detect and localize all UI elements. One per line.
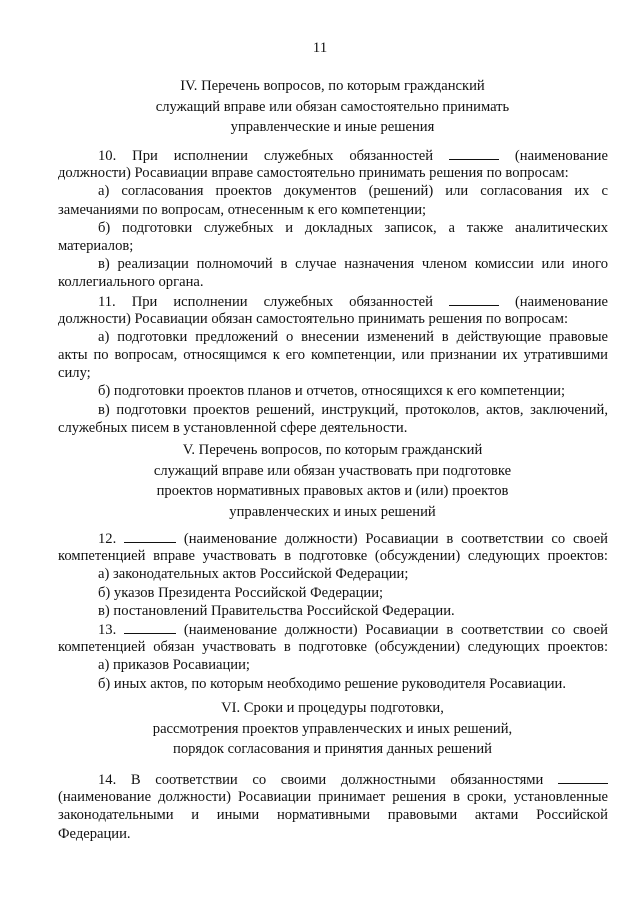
p11-position-label: (наименование xyxy=(514,293,608,310)
section-5-title-line-1: V. Перечень вопросов, по которым гражданский xyxy=(182,442,483,458)
section-6-title-line-2: рассмотрения проектов управленческих и иных решений, xyxy=(152,720,513,737)
p13-blank xyxy=(124,620,176,634)
section-6-title-line-1: VI. Сроки и процедуры подготовки, xyxy=(221,700,444,716)
section-4-title-line-1: IV. Перечень вопросов, по которым гражданский xyxy=(180,78,485,94)
p10-blank xyxy=(449,146,499,160)
section-4-title-line-3: управленческие и иные решения xyxy=(230,119,435,135)
p14-line-1 xyxy=(58,770,608,788)
p11-line-2: должности) Росавиации обязан самостоятельно принимать решения по вопросам: xyxy=(58,310,569,327)
p12-intro: 12. xyxy=(98,531,117,547)
p12-blank xyxy=(124,529,176,543)
p12-line-2: компетенцией вправе участвовать в подготовке (обсуждении) следующих проектов: xyxy=(58,548,608,565)
p11-item-a-line-1: а) подготовки предложений о внесении изменений в действующие правовые xyxy=(98,328,608,345)
page-number: 11 xyxy=(312,40,328,56)
p10-item-a-line-2: замечаниями по вопросам, отнесенным к его компетенции; xyxy=(58,201,427,218)
p10-item-c-line-1: в) реализации полномочий в случае назначения членом комиссии или иного xyxy=(98,256,608,273)
p11-blank xyxy=(449,292,499,306)
p12-position-label: (наименование должности) Росавиации в соответствии со своей xyxy=(183,531,608,547)
p11-intro: 11. При исполнении служебных обязанностей xyxy=(98,293,433,310)
p13-item-b: б) иных актов, по которым необходимо решение руководителя Росавиации. xyxy=(98,675,566,692)
p12-item-a: а) законодательных актов Российской Федерации; xyxy=(98,566,409,583)
p10-line-1 xyxy=(58,146,608,164)
paragraph-14 xyxy=(58,770,608,843)
p11-item-c-line-2: служебных писем в установленной сфере деятельности. xyxy=(58,419,408,436)
p10-item-b-line-2: материалов; xyxy=(58,237,134,254)
section-6-title-line-3: порядок согласования и принятия данных решений xyxy=(173,741,492,757)
section-4-title-line-2: служащий вправе или обязан самостоятельно принимать xyxy=(155,98,510,115)
p14-intro: 14. В соответствии со своими должностными обязанностями xyxy=(98,772,544,788)
p11-line-1 xyxy=(58,292,608,310)
p10-item-a-line-1: а) согласования проектов документов (решений) или согласования их с xyxy=(98,183,608,200)
p10-intro: 10. При исполнении служебных обязанностей xyxy=(98,148,434,164)
p14-blank xyxy=(558,770,608,784)
p10-position-label: (наименование xyxy=(514,148,608,164)
p11-item-b-line-1: б) подготовки проектов планов и отчетов, относящихся к его компетенции; xyxy=(98,383,566,400)
p11-item-c-line-1: в) подготовки проектов решений, инструкций, протоколов, актов, заключений, xyxy=(98,401,608,418)
section-5-title-line-2: служащий вправе или обязан участвовать при подготовке xyxy=(153,462,512,479)
p13-position-label: (наименование должности) Росавиации в соответствии со своей xyxy=(183,621,608,638)
paragraphs-10-11 xyxy=(58,146,608,437)
p12-item-b: б) указов Президента Российской Федерации; xyxy=(98,584,384,601)
p14-line-3: законодательными и иными нормативными правовыми актами Российской xyxy=(58,807,608,824)
p13-intro: 13. xyxy=(98,621,117,638)
p13-line-1 xyxy=(58,620,608,638)
p12-item-c: в) постановлений Правительства Российской Федерации. xyxy=(98,602,455,619)
p13-item-a: а) приказов Росавиации; xyxy=(98,657,250,674)
section-5-heading xyxy=(60,440,605,522)
p13-line-2: компетенцией обязан участвовать в подготовке (обсуждении) следующих проектов: xyxy=(58,639,608,656)
section-5-title-line-4: управленческих и иных решений xyxy=(229,503,436,520)
p10-item-b-line-1: б) подготовки служебных и докладных записок, а также аналитических xyxy=(98,219,608,236)
section-6-heading xyxy=(60,698,605,760)
section-5-title-line-3: проектов нормативных правовых актов и (или) проектов xyxy=(156,483,509,499)
p14-line-2: (наименование должности) Росавиации принимает решения в сроки, установленные xyxy=(58,789,608,806)
p14-line-4: Федерации. xyxy=(58,825,131,842)
p10-line-2: должности) Росавиации вправе самостоятельно принимать решения по вопросам: xyxy=(58,165,569,182)
p11-item-a-line-2: акты по вопросам, относящимся к его компетенции, или признании их утратившими xyxy=(58,347,608,364)
section-4-heading xyxy=(60,76,605,138)
paragraphs-12-13 xyxy=(58,529,608,693)
p10-item-c-line-2: коллегиального органа. xyxy=(58,274,204,291)
p11-item-a-line-3: силу; xyxy=(58,365,91,382)
p12-line-1 xyxy=(58,529,608,547)
